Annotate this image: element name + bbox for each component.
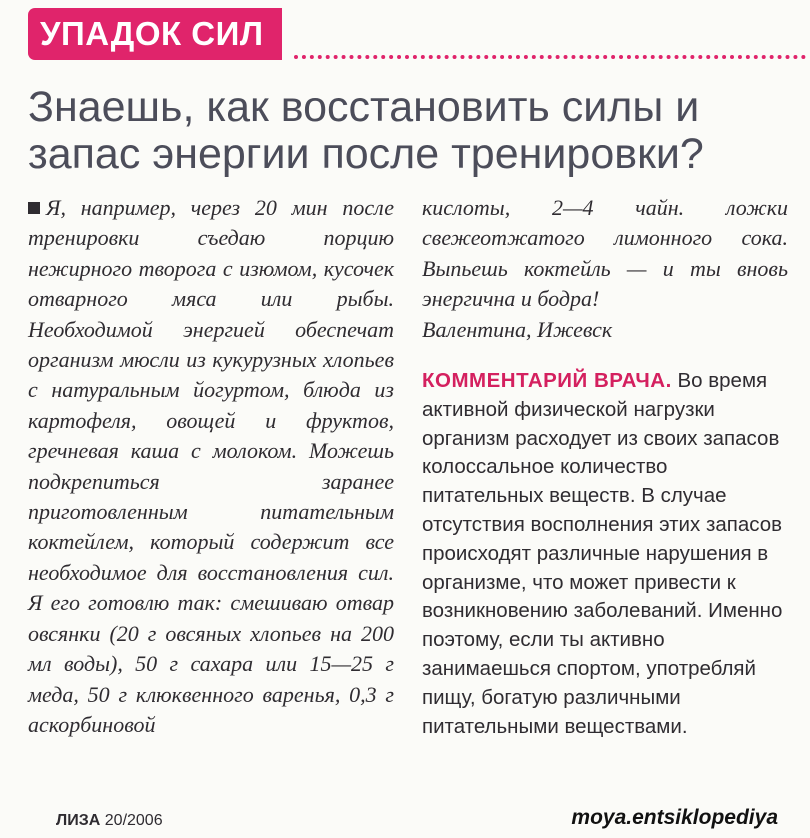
letter-signature: Валентина, Ижевск bbox=[422, 316, 613, 342]
doctor-comment-label: КОММЕНТАРИЙ ВРАЧА. bbox=[422, 369, 672, 392]
doctor-comment bbox=[422, 367, 788, 741]
doctor-comment-text: Во время активной физической нагрузки организм расходует из своих запасов колоссальное количество питательных веществ. В случае отсутствия восполнения этих запасов происходят различные нарушения в организме, что может привести к возникновению заболеваний. Именно поэтому, если ты активно занимаешься спортом, употребляй пищу, богатую различными питательными веществами. bbox=[422, 369, 783, 738]
letter-column-left bbox=[28, 193, 394, 740]
issue-number: 20/2006 bbox=[104, 812, 163, 829]
letter-continuation: кислоты, 2—4 чайн. ложки свежеотжатого лимонного сока. Выпьешь коктейль — и ты вновь энергична и бодра! bbox=[422, 195, 788, 312]
magazine-name: ЛИЗА bbox=[56, 812, 101, 829]
rubric-badge bbox=[28, 8, 282, 60]
letter-column-right bbox=[422, 193, 788, 345]
watermark: moya.entsiklopediya bbox=[571, 806, 778, 829]
square-bullet-icon bbox=[28, 202, 40, 214]
rubric-label: УПАДОК СИЛ bbox=[40, 15, 264, 52]
footer-issue bbox=[56, 812, 163, 830]
article-headline: Знаешь, как восстановить силы и запас энергии после тренировки? bbox=[28, 83, 704, 178]
rubric-dotted-line bbox=[294, 55, 806, 59]
letter-body: Я, например, через 20 мин после тренировки съедаю порцию нежирного творога с изюмом, кусочек отварного мяса или рыбы. Необходимой энергией обеспечат организм мюсли из кукурузных хлопьев с натуральным йогуртом, блюда из картофеля, овощей и фруктов, гречневая каша с молоком. Можешь подкрепиться заранее приготовленным питательным коктейлем, который содержит все необходимое для восстановления сил. Я его готовлю так: смешиваю отвар овсянки (20 г овсяных хлопьев на 200 мл воды), 50 г сахара или 15—25 г меда, 50 г клюквенного варенья, 0,3 г аскорбиновой bbox=[28, 195, 394, 737]
